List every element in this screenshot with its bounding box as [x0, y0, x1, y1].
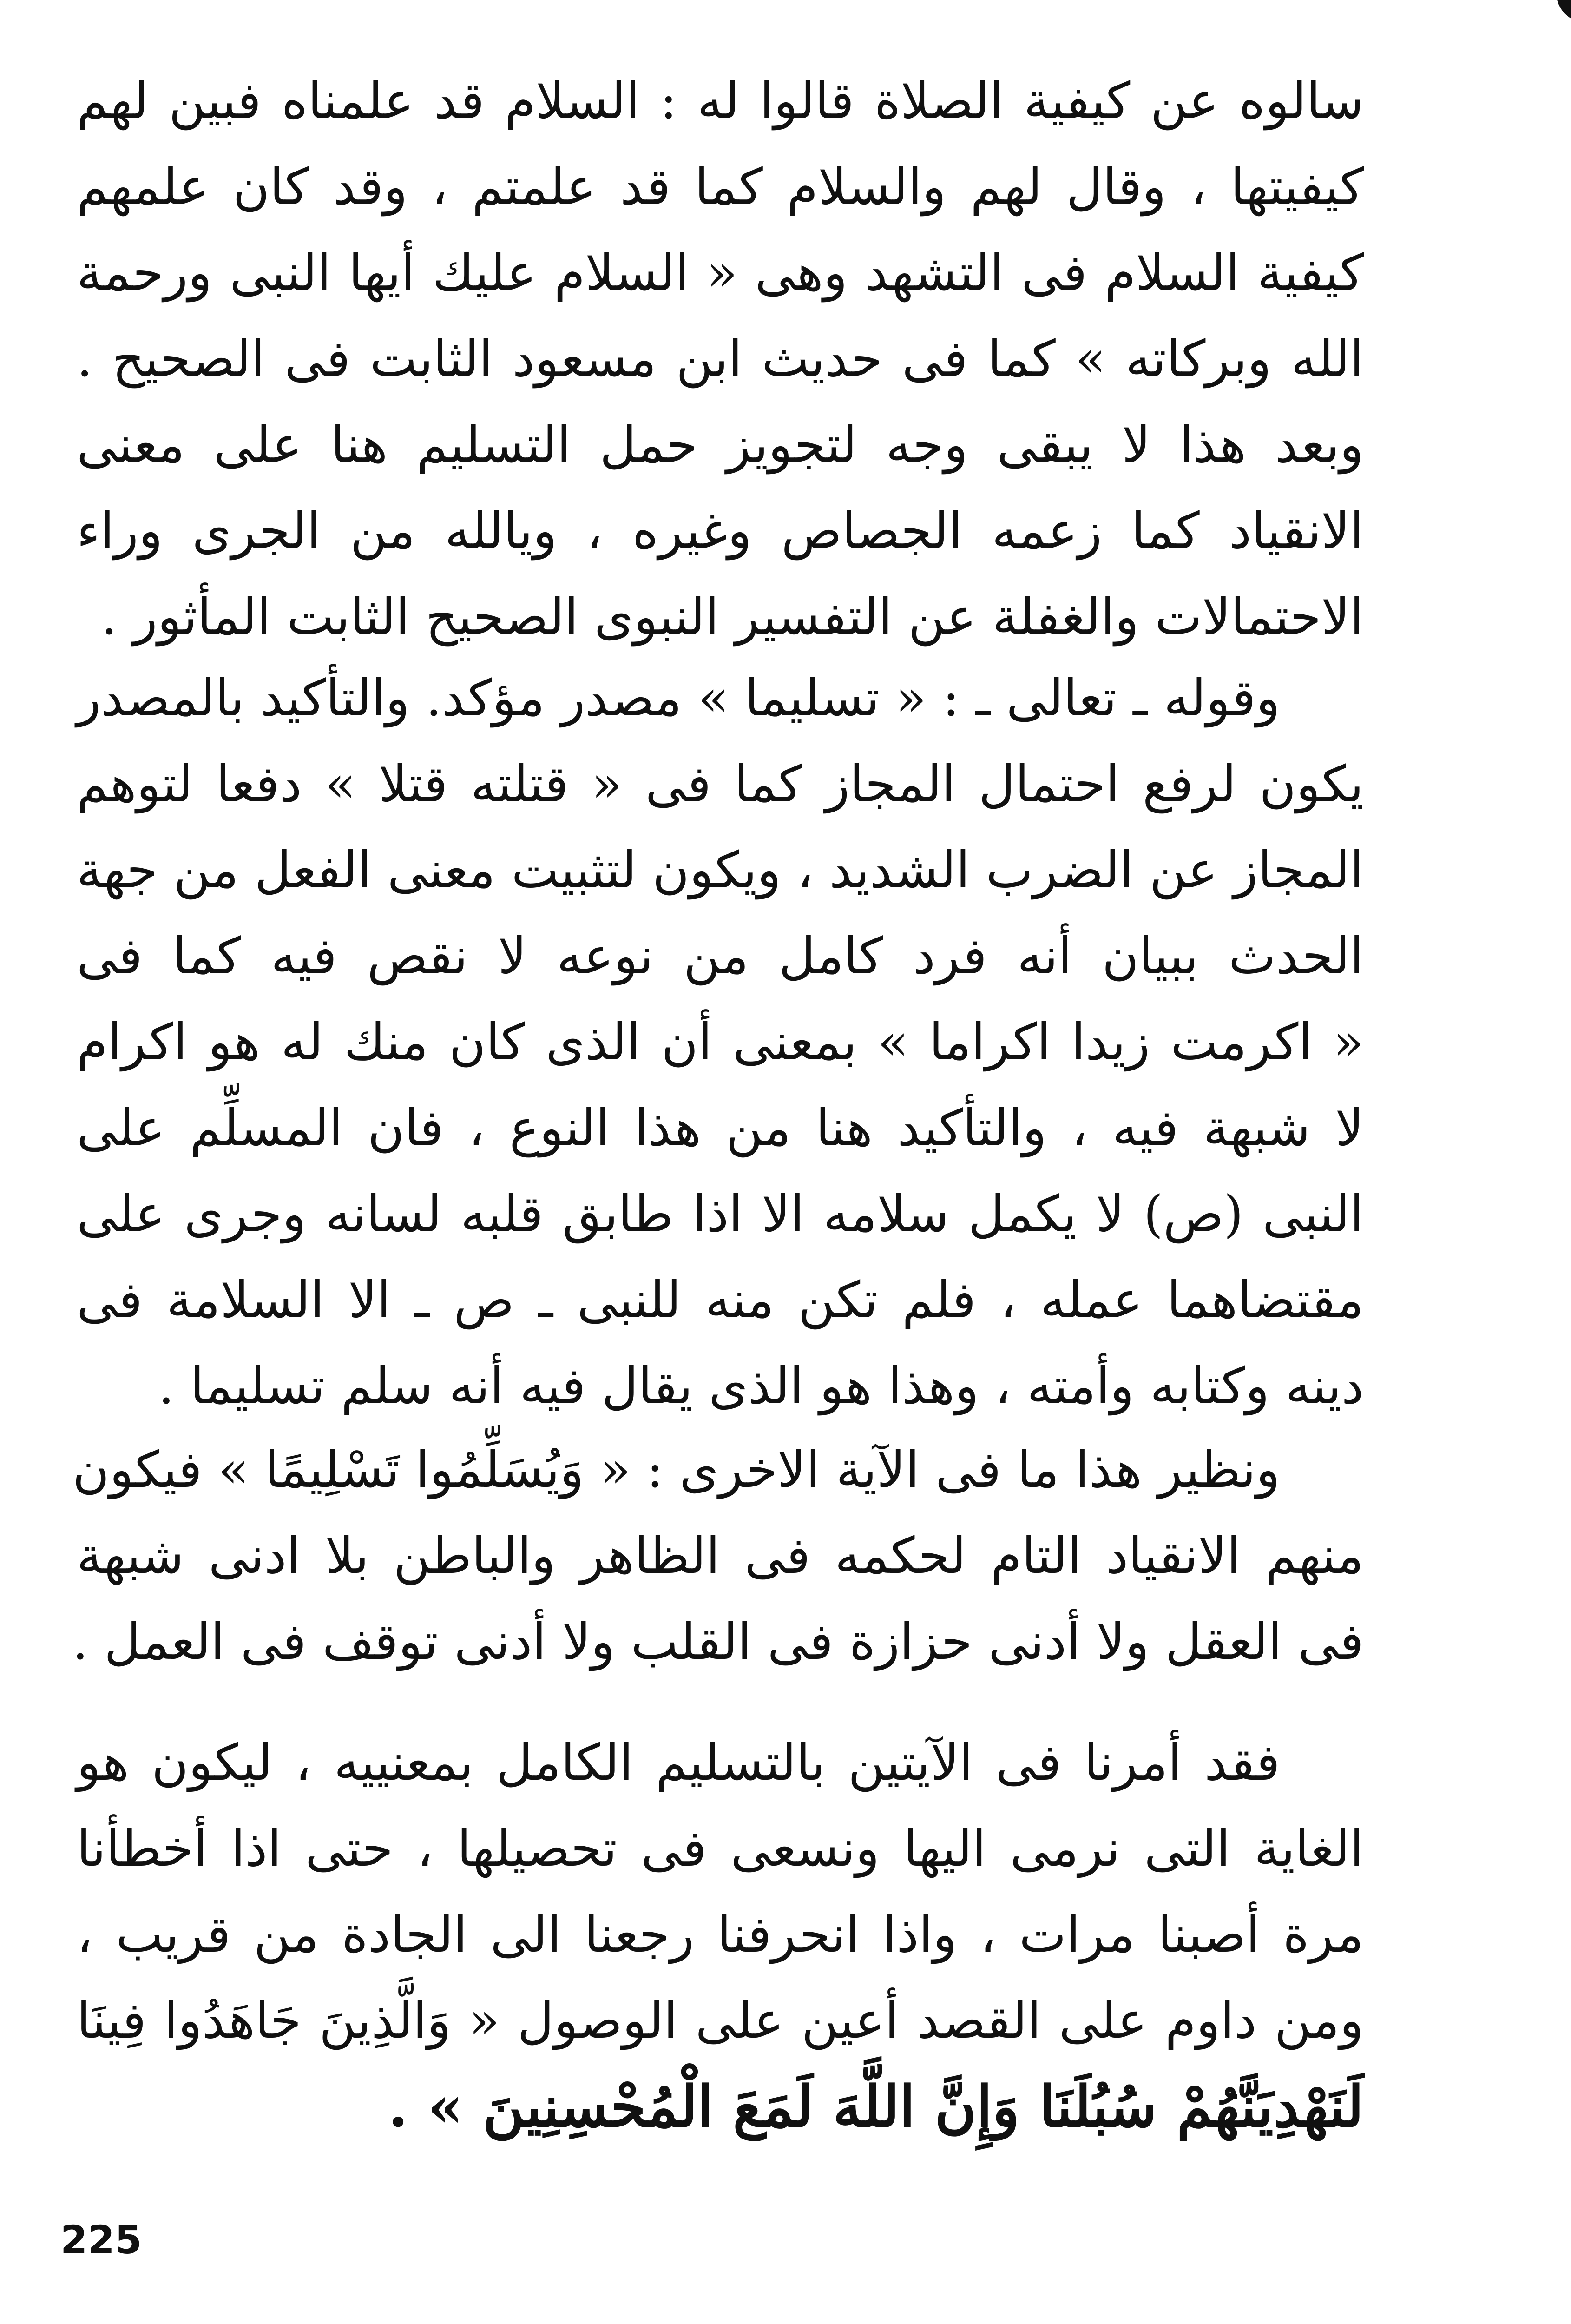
- paragraph-line: لا شبهة فيه ، والتأكيد هنا من هذا النوع ، فان المسلِّم على: [77, 1099, 1364, 1157]
- paragraph-line: الغاية التى نرمى اليها ونسعى فى تحصيلها ، حتى اذا أخطأنا: [77, 1820, 1364, 1878]
- paragraph-line: الاحتمالات والغفلة عن التفسير النبوى الصحيح الثابت المأثور .: [101, 588, 1364, 646]
- paragraph-line: « اكرمت زيدا اكراما » بمعنى أن الذى كان منك له هو اكرام: [77, 1013, 1364, 1071]
- paragraph-line: دينه وكتابه وأمته ، وهذا هو الذى يقال فيه أنه سلم تسليما .: [158, 1357, 1364, 1415]
- paragraph-line: ونظير هذا ما فى الآية الاخرى : « وَيُسَلِّمُوا تَسْلِيمًا » فيكون: [72, 1441, 1280, 1499]
- paragraph-line: مرة أصبنا مرات ، واذا انحرفنا رجعنا الى الجادة من قريب ،: [77, 1906, 1364, 1964]
- quran-verse-line: لَنَهْدِيَنَّهُمْ سُبُلَنَا وَإِنَّ اللَّهَ لَمَعَ الْمُحْسِنِينَ » .: [388, 2073, 1364, 2140]
- paragraph-line: الحدث ببيان أنه فرد كامل من نوعه لا نقص فيه كما فى: [77, 927, 1364, 985]
- paragraph-2: [77, 655, 1364, 1429]
- paragraph-line: المجاز عن الضرب الشديد ، ويكون لتثبيت معنى الفعل من جهة: [76, 841, 1364, 899]
- paragraph-line: فى العقل ولا أدنى حزازة فى القلب ولا أدنى توقف فى العمل .: [72, 1613, 1364, 1671]
- paragraph-line: النبى (ص) لا يكمل سلامه الا اذا طابق قلبه لسانه وجرى على: [77, 1185, 1364, 1243]
- paragraph-3-text: [72, 1427, 1364, 1685]
- paragraph-line: وبعد هذا لا يبقى وجه لتجويز حمل التسليم هنا على معنى: [77, 416, 1364, 474]
- paragraph-1-text: [77, 58, 1364, 660]
- page-number: 225: [60, 2217, 142, 2263]
- paragraph-line: يكون لرفع احتمال المجاز كما فى « قتلته قتلا » دفعا لتوهم: [77, 755, 1364, 813]
- page-corner-blot: [1515, 0, 1571, 42]
- paragraph-line: ومن داوم على القصد أعين على الوصول « وَالَّذِينَ جَاهَدُوا فِينَا: [77, 1992, 1364, 2050]
- paragraph-3: [72, 1427, 1364, 1685]
- paragraph-2-text: [77, 655, 1364, 1429]
- paragraph-line: الله وبركاته » كما فى حديث ابن مسعود الثابت فى الصحيح .: [77, 330, 1364, 388]
- paragraph-line: مقتضاهما عمله ، فلم تكن منه للنبى ـ ص ـ الا السلامة فى: [77, 1271, 1364, 1329]
- paragraph-line: فقد أمرنا فى الآيتين بالتسليم الكامل بمعنييه ، ليكون هو: [77, 1734, 1280, 1792]
- paragraph-line: سالوه عن كيفية الصلاة قالوا له : السلام قد علمناه فبين لهم: [77, 72, 1364, 130]
- paragraph-line: الانقياد كما زعمه الجصاص وغيره ، ويالله من الجرى وراء: [77, 502, 1364, 560]
- paragraph-4-text: [77, 1720, 1364, 2150]
- paragraph-line: كيفية السلام فى التشهد وهى « السلام عليك أيها النبى ورحمة: [77, 244, 1364, 302]
- paragraph-4: [77, 1720, 1364, 2150]
- paragraph-line: منهم الانقياد التام لحكمه فى الظاهر والباطن بلا ادنى شبهة: [77, 1527, 1364, 1585]
- paragraph-line: كيفيتها ، وقال لهم والسلام كما قد علمتم ، وقد كان علمهم: [77, 158, 1364, 216]
- paragraph-line: وقوله ـ تعالى ـ : « تسليما » مصدر مؤكد. والتأكيد بالمصدر: [77, 669, 1280, 727]
- paragraph-1: [77, 58, 1364, 660]
